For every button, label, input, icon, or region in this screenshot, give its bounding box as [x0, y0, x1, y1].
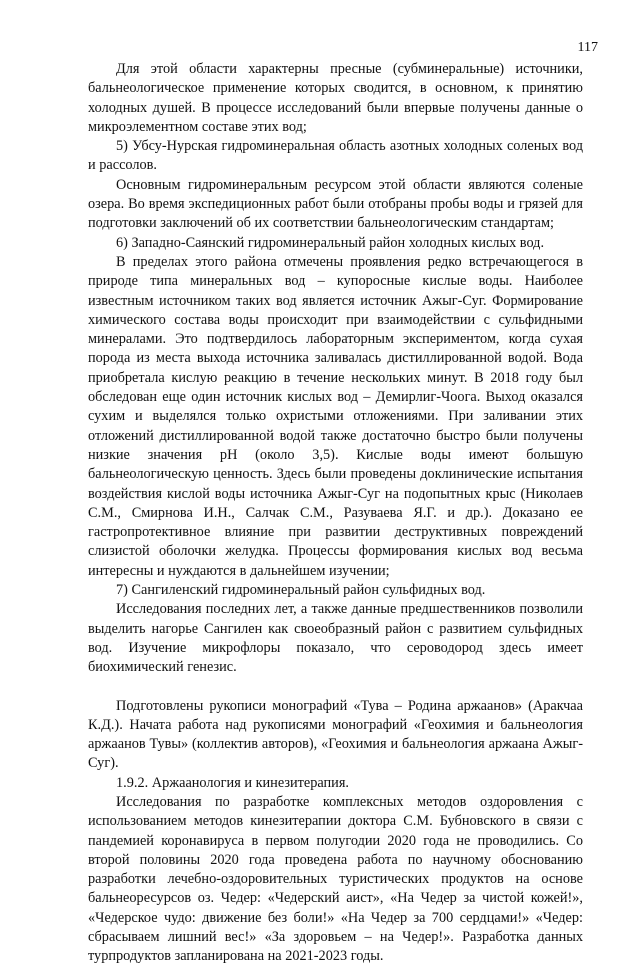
paragraph-kinesitherapy: Исследования по разработке комплексных методов оздоровления с использованием методов кинезитерапии доктора С.М. Бубновского в связи с пандемией коронавируса в первом полугодии 2020 года не проводились. Со второй половины 2020 года проведена работа по научному обоснованию разработки лечебно-оздоровительных туристических продуктов на основе бальнеоресурсов оз. Чедер: «Чедерский аист», «На Чедер за чистой кожей!», «Чедерское чудо: движение без боли!» «На Чедер за 700 сердцами!» «Чедер: сбрасываем лишний вес!» «За здоровьем – на Чедер!». Разработка данных турпродуктов запланирована на 2021-2023 годы.	[88, 793, 583, 965]
paragraph-manuscripts: Подготовлены рукописи монографий «Тува – Родина аржаанов» (Аракчаа К.Д.). Начата работа над рукописями монографий «Геохимия и бальнеология аржаанов Тувы» (коллектив авторов), «Геохимия и бальнеология аржаана Ажыг-Суг).	[88, 697, 583, 772]
paragraph-sulfide-waters: Исследования последних лет, а также данные предшественников позволили выделить нагорье Сангилен как своеобразный район с развитием сульфидных вод. Изучение микрофлоры показало, что сероводород здесь имеет биохимический генезис.	[88, 601, 583, 676]
paragraph-salt-lakes: Основным гидроминеральным ресурсом этой области являются соленые озера. Во время экспедиционных работ были отобраны пробы воды и грязей для подготовки заключений об их соответствии бальнеологическим стандартам;	[88, 176, 583, 232]
paragraph-fresh-springs: Для этой области характерны пресные (субминеральные) источники, бальнеологическое применение которых сводится, в основном, к принятию холодных душей. В процессе исследований были впервые получены данные о микроэлементном составе этих вод;	[88, 61, 583, 135]
page-number: 117	[577, 40, 598, 55]
paragraph-region-7-heading: 7) Сангиленский гидроминеральный район сульфидных вод.	[116, 582, 486, 599]
paragraph-acid-waters: В пределах этого района отмечены проявления редко встречающегося в природе типа минеральных вод – купоросные кислые воды. Наиболее известным источником таких вод является источник Ажыг-Суг. Формирование химического состава воды происходит при взаимодействии с сульфидными минералами. Это подтвердилось лабораторным экспериментом, когда сухая порода из места выхода источника заливалась дистиллированной водой. Вода приобретала кислую реакцию в течение нескольких минут. В 2018 году был обследован еще один источник кислых вод – Демирлиг-Чоога. Выход оказался сухим и выделялся только охристыми отложениями. При заливании этих отложений дистиллированной водой также достаточно быстро были получены низкие значения pH (около 3,5). Кислые воды имеют большую бальнеологическую ценность. Здесь были проведены доклинические испытания воздействия кислой воды источника Ажыг-Суг на подопытных крыс (Николаев С.М., Смирнова И.Н., Салчак С.М., Разуваева Я.Г. и др.). Доказано ее гастропротективное влияние при развитии деструктивных повреждений слизистой оболочки желудка. Процессы формирования кислых вод весьма интересны и нуждаются в дальнейшем изучении;	[88, 253, 583, 579]
paragraph-region-5-heading: 5) Убсу-Нурская гидроминеральная область азотных холодных соленых вод и рассолов.	[88, 138, 583, 174]
paragraph-region-6-heading: 6) Западно-Саянский гидроминеральный район холодных кислых вод.	[116, 234, 545, 251]
page-body	[88, 60, 583, 967]
section-heading-1-9-2: 1.9.2. Аржаанология и кинезитерапия.	[116, 774, 349, 791]
